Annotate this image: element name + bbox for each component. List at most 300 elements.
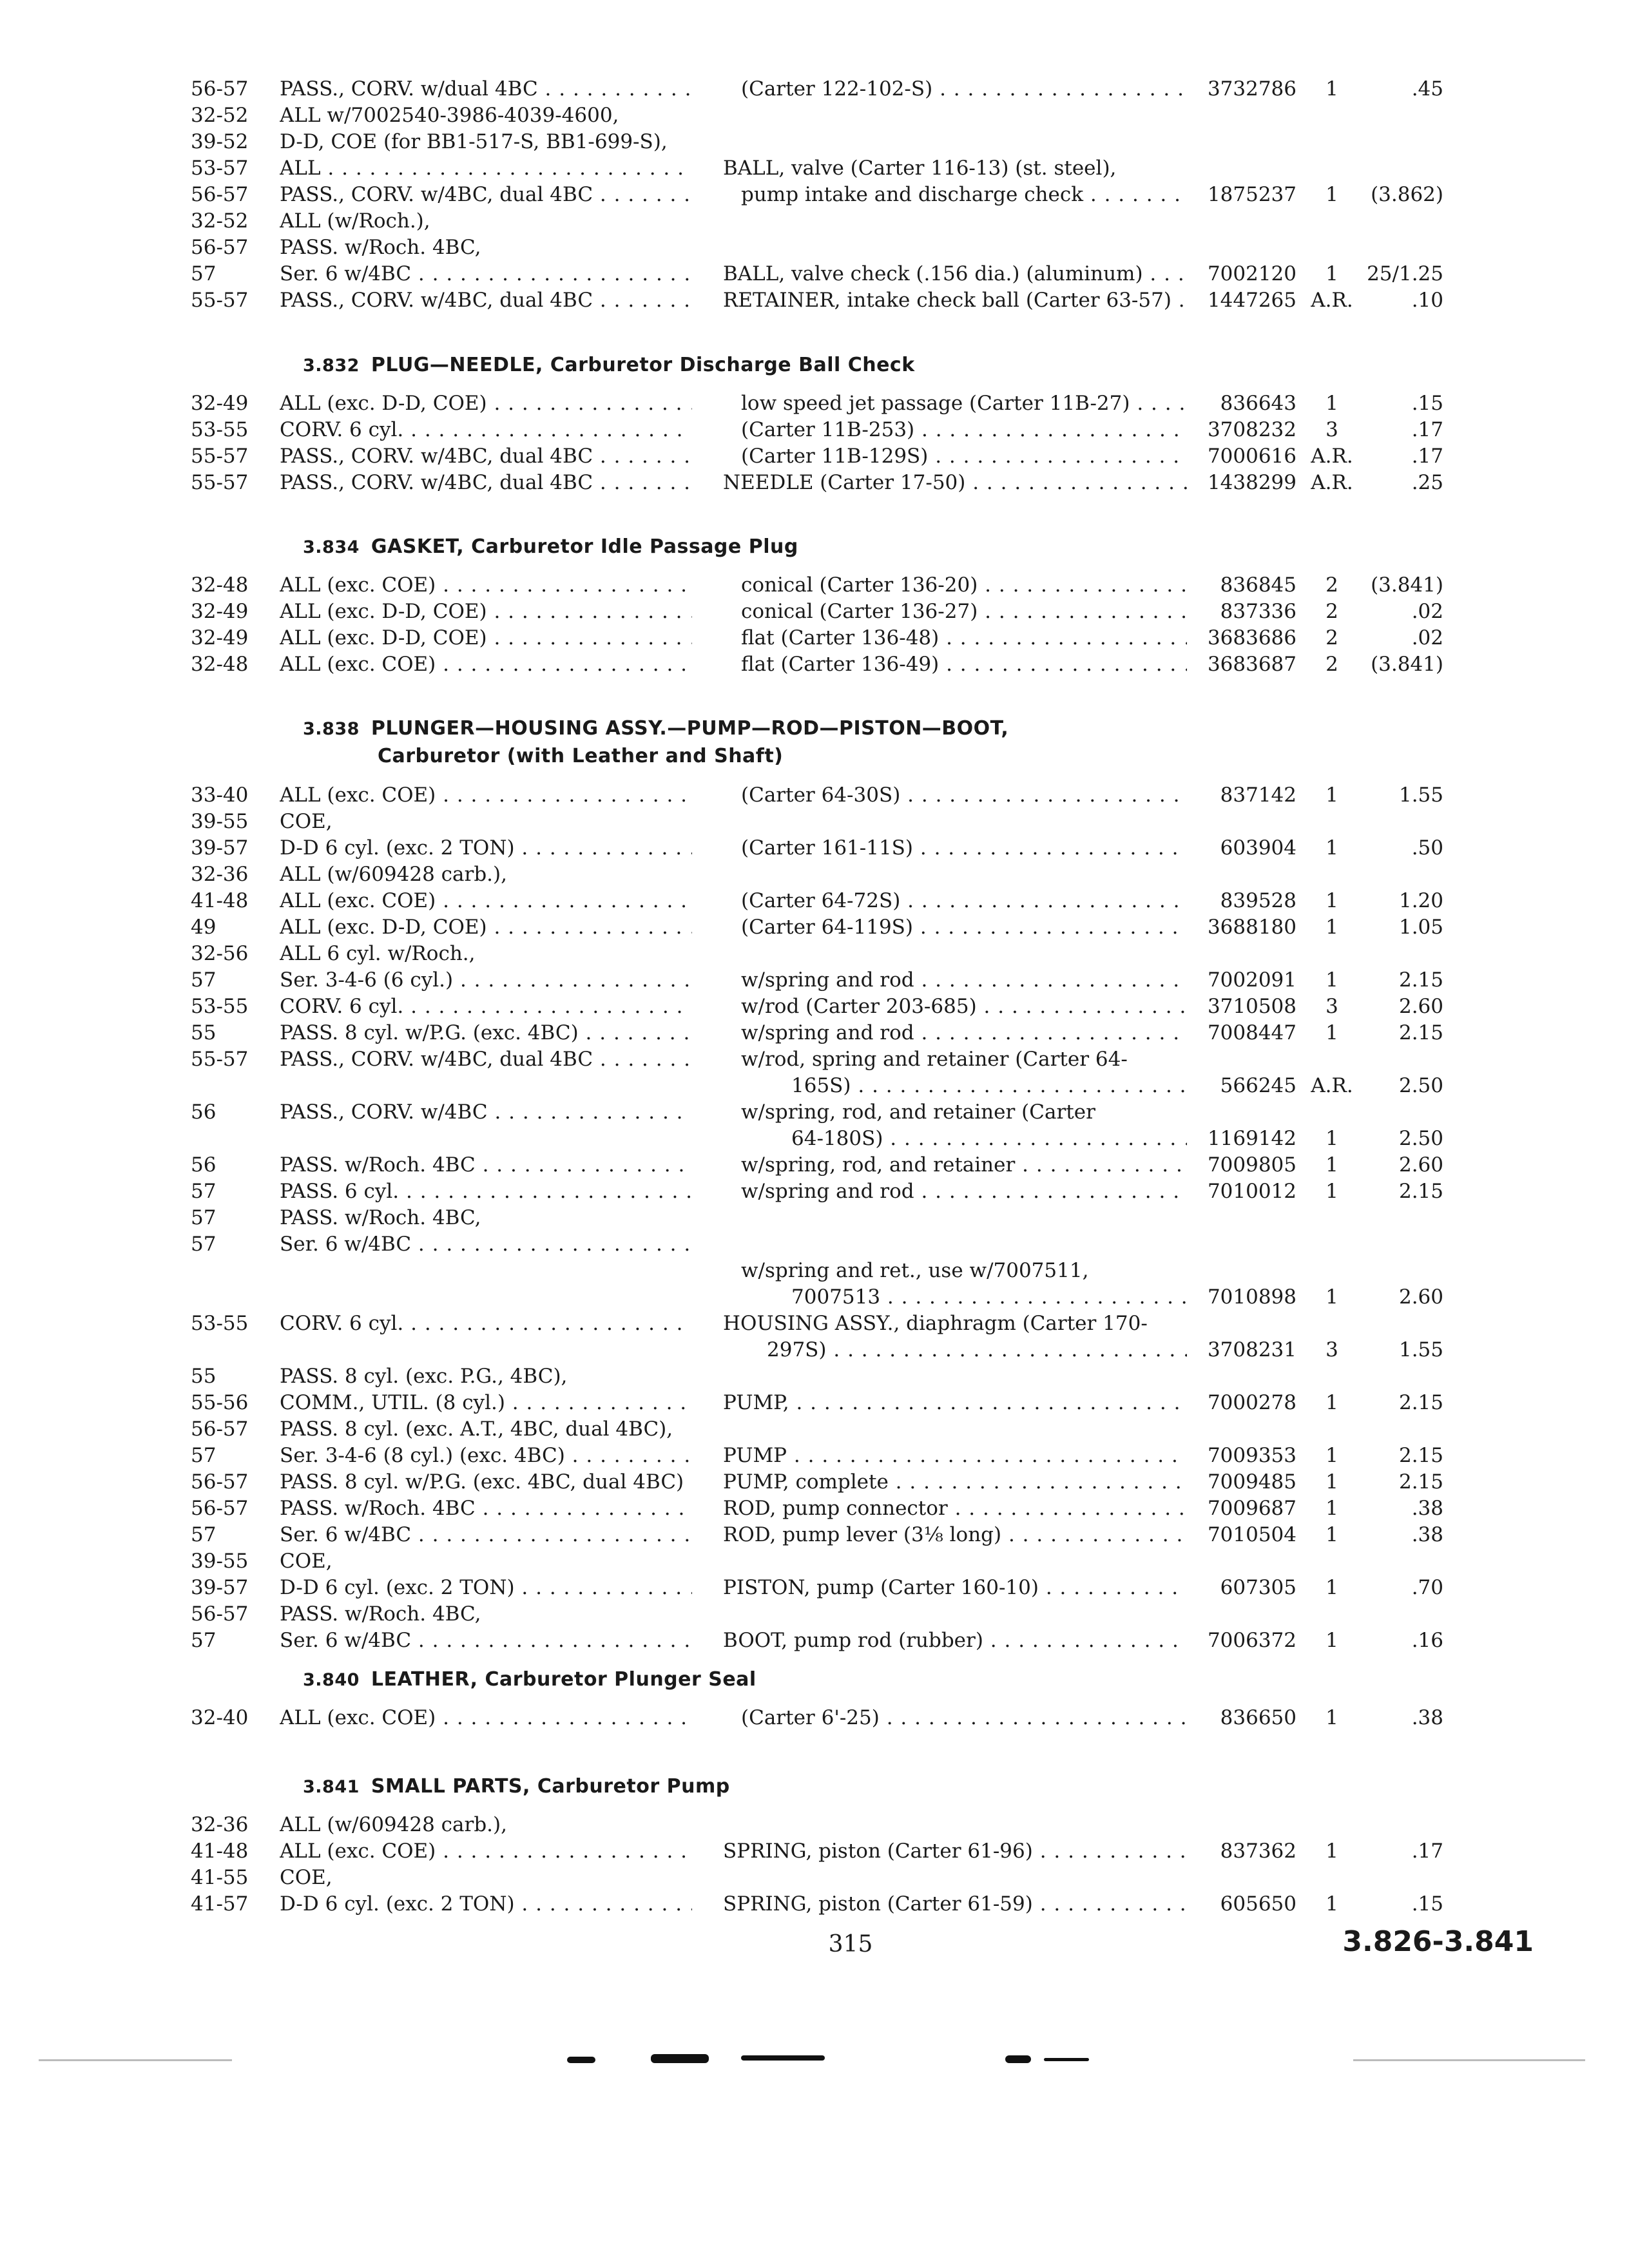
part-description: flat (Carter 136-48) . . .: [741, 625, 1187, 651]
part-description: (Carter 64-119S) . . .: [741, 914, 1187, 940]
part-description: [723, 1865, 1187, 1890]
model-years: 39-52: [191, 130, 249, 153]
vehicle-application: Ser. 6 w/4BC . . .: [280, 1522, 692, 1548]
part-number: [1196, 1231, 1296, 1257]
model-years: 32-56: [191, 942, 249, 965]
vehicle-application: PASS., CORV. w/4BC, dual 4BC . . .: [280, 182, 692, 207]
part-number: [1196, 235, 1296, 260]
parts-row: [0, 261, 1629, 287]
quantity: 1: [1325, 1576, 1338, 1599]
price: .15: [1411, 392, 1443, 415]
quantity: 1: [1325, 1523, 1338, 1546]
parts-row: [0, 1284, 1629, 1310]
price: .02: [1411, 626, 1443, 649]
part-number: 3688180: [1207, 916, 1296, 939]
price: 2.50: [1398, 1127, 1443, 1150]
parts-row: [0, 1363, 1629, 1389]
part-number: [1196, 155, 1296, 181]
quantity: 1: [1325, 1892, 1338, 1916]
vehicle-application: ALL (w/609428 carb.),: [280, 863, 507, 886]
price: [1360, 1363, 1443, 1389]
section-title: PLUG—NEEDLE, Carburetor Discharge Ball Check: [371, 354, 915, 376]
vehicle-application: ALL (exc. COE) . . .: [280, 782, 692, 808]
price: (3.841): [1371, 653, 1443, 676]
part-description: [723, 102, 1187, 128]
part-description: conical (Carter 136-20) . . .: [741, 572, 1187, 598]
part-description: [723, 1231, 1187, 1257]
parts-row: [0, 1152, 1629, 1178]
price: .50: [1411, 836, 1443, 860]
model-years: 55-57: [191, 289, 249, 312]
model-years: 57: [191, 1233, 217, 1256]
vehicle-application: ALL (exc. D-D, COE) . . .: [280, 599, 692, 624]
vehicle-application: ALL (exc. COE) . . .: [280, 1705, 692, 1731]
page-section-range: 3.826-3.841: [1342, 1925, 1534, 1958]
part-number: 7009485: [1207, 1470, 1296, 1494]
part-description: PISTON, pump (Carter 160-10) . . .: [723, 1575, 1187, 1600]
quantity: [1309, 1363, 1354, 1389]
vehicle-application: PASS. 8 cyl. (exc. A.T., 4BC, dual 4BC),: [280, 1418, 673, 1441]
part-number: [1196, 809, 1296, 834]
part-number: [1196, 1548, 1296, 1574]
vehicle-application: ALL (exc. COE) . . .: [280, 1838, 692, 1864]
part-description: low speed jet passage (Carter 11B-27) . . .: [741, 390, 1187, 416]
price: 25/1.25: [1367, 262, 1443, 285]
vehicle-application: CORV. 6 cyl. . . .: [280, 1311, 692, 1336]
quantity: [1309, 129, 1354, 155]
price: 1.05: [1398, 916, 1443, 939]
model-years: 56-57: [191, 1418, 249, 1441]
parts-row: [0, 1865, 1629, 1890]
quantity: 3: [1325, 995, 1338, 1018]
model-years: [191, 1284, 275, 1310]
price: [1360, 809, 1443, 834]
quantity: 1: [1325, 262, 1338, 285]
scan-artifact: [741, 2055, 825, 2061]
part-number: 7006372: [1207, 1629, 1296, 1652]
part-number: 3683686: [1207, 626, 1296, 649]
part-number: 1438299: [1207, 471, 1296, 494]
vehicle-application: Ser. 3-4-6 (8 cyl.) (exc. 4BC) . . .: [280, 1443, 692, 1468]
model-years: 39-57: [191, 836, 249, 860]
section-title: LEATHER, Carburetor Plunger Seal: [371, 1668, 757, 1691]
quantity: 1: [1325, 968, 1338, 992]
price: [1360, 1601, 1443, 1627]
quantity: 1: [1325, 783, 1338, 807]
part-description: (Carter 11B-129S) . . .: [741, 443, 1187, 469]
parts-row: [0, 1469, 1629, 1495]
model-years: 32-36: [191, 863, 249, 886]
parts-row: [0, 1258, 1629, 1283]
quantity: [1309, 102, 1354, 128]
parts-row: [0, 1575, 1629, 1600]
vehicle-application: ALL (w/609428 carb.),: [280, 1813, 507, 1836]
parts-row: [0, 443, 1629, 469]
parts-row: [0, 1548, 1629, 1574]
quantity: 1: [1325, 1629, 1338, 1652]
part-description: (Carter 122-102-S) . . .: [741, 76, 1187, 102]
part-number: 7002091: [1207, 968, 1296, 992]
part-number: [1196, 1812, 1296, 1838]
vehicle-application: PASS., CORV. w/4BC, dual 4BC . . .: [280, 443, 692, 469]
price: [1360, 1046, 1443, 1072]
quantity: 1: [1325, 1153, 1338, 1177]
quantity: [1309, 1416, 1354, 1442]
parts-row: [0, 1126, 1629, 1151]
parts-row: [0, 1522, 1629, 1548]
vehicle-application: ALL (w/Roch.),: [280, 209, 430, 233]
vehicle-application: [280, 1284, 692, 1310]
vehicle-application: CORV. 6 cyl. . . .: [280, 417, 692, 443]
parts-row: [0, 809, 1629, 834]
quantity: 1: [1325, 183, 1338, 206]
part-number: 7009805: [1207, 1153, 1296, 1177]
price: [1360, 208, 1443, 234]
model-years: 57: [191, 968, 217, 992]
price: (3.862): [1371, 183, 1443, 206]
parts-row: [0, 390, 1629, 416]
vehicle-application: PASS. w/Roch. 4BC,: [280, 1602, 481, 1626]
price: 2.60: [1398, 995, 1443, 1018]
model-years: 32-52: [191, 104, 249, 127]
vehicle-application: D-D 6 cyl. (exc. 2 TON) . . .: [280, 1575, 692, 1600]
model-years: 55-57: [191, 445, 249, 468]
price: [1360, 235, 1443, 260]
part-number: 1169142: [1207, 1127, 1296, 1150]
model-years: 32-36: [191, 1813, 249, 1836]
price: .45: [1411, 77, 1443, 101]
price: [1360, 1099, 1443, 1125]
scan-artifact: [39, 2059, 232, 2061]
vehicle-application: COE,: [280, 810, 333, 833]
price: [1360, 861, 1443, 887]
parts-row: [0, 1178, 1629, 1204]
quantity: [1309, 1258, 1354, 1283]
vehicle-application: [280, 1258, 692, 1283]
vehicle-application: D-D 6 cyl. (exc. 2 TON) . . .: [280, 1891, 692, 1917]
vehicle-application: ALL . . .: [280, 155, 692, 181]
price: [1360, 1812, 1443, 1838]
model-years: 57: [191, 262, 217, 285]
model-years: 53-55: [191, 1312, 249, 1335]
part-description: SPRING, piston (Carter 61-96) . . .: [723, 1838, 1187, 1864]
price: [1360, 1416, 1443, 1442]
part-description: [723, 861, 1187, 887]
vehicle-application: [280, 1073, 692, 1099]
model-years: [191, 1337, 275, 1363]
parts-row: [0, 155, 1629, 181]
price: [1360, 1205, 1443, 1231]
part-description: conical (Carter 136-27) . . .: [741, 599, 1187, 624]
quantity: 1: [1325, 1285, 1338, 1309]
part-description: BALL, valve check (.156 dia.) (aluminum) . . .: [723, 261, 1187, 287]
vehicle-application: PASS. 8 cyl. w/P.G. (exc. 4BC, dual 4BC): [280, 1470, 684, 1494]
parts-row: [0, 888, 1629, 914]
vehicle-application: Ser. 3-4-6 (6 cyl.) . . .: [280, 967, 692, 993]
quantity: [1309, 235, 1354, 260]
part-description: PUMP, complete . . .: [723, 1469, 1187, 1495]
parts-row: [0, 287, 1629, 313]
quantity: 2: [1325, 626, 1338, 649]
model-years: 32-49: [191, 392, 249, 415]
vehicle-application: PASS., CORV. w/4BC, dual 4BC . . .: [280, 287, 692, 313]
part-number: [1196, 1205, 1296, 1231]
scan-artifact: [1005, 2055, 1031, 2063]
parts-row: [0, 129, 1629, 155]
vehicle-application: [280, 1337, 692, 1363]
section-heading: [303, 715, 1398, 770]
part-number: 837336: [1220, 600, 1296, 623]
part-number: [1196, 208, 1296, 234]
quantity: 1: [1325, 1021, 1338, 1044]
part-description: w/spring, rod, and retainer (Carter: [741, 1100, 1095, 1124]
quantity: [1309, 1231, 1354, 1257]
part-description: (Carter 11B-253) . . .: [741, 417, 1187, 443]
part-number: [1196, 1601, 1296, 1627]
part-number: [1196, 1363, 1296, 1389]
vehicle-application: PASS. 6 cyl. . . .: [280, 1178, 692, 1204]
part-description: w/spring, rod, and retainer . . .: [741, 1152, 1187, 1178]
part-description: [723, 941, 1187, 966]
part-number: [1196, 102, 1296, 128]
price: [1360, 129, 1443, 155]
model-years: 57: [191, 1629, 217, 1652]
part-number: 3708231: [1207, 1338, 1296, 1361]
price: .17: [1411, 445, 1443, 468]
price: 2.15: [1398, 1180, 1443, 1203]
price: .38: [1411, 1706, 1443, 1729]
part-number: [1196, 1865, 1296, 1890]
price: [1360, 1311, 1443, 1336]
part-description: HOUSING ASSY., diaphragm (Carter 170-: [723, 1312, 1148, 1335]
model-years: 56-57: [191, 1470, 249, 1494]
part-description: ROD, pump connector . . .: [723, 1495, 1187, 1521]
part-number: 836845: [1220, 573, 1296, 597]
quantity: [1309, 1812, 1354, 1838]
price: 2.15: [1398, 1021, 1443, 1044]
model-years: 57: [191, 1180, 217, 1203]
price: [1360, 102, 1443, 128]
price: 2.60: [1398, 1285, 1443, 1309]
parts-row: [0, 651, 1629, 677]
quantity: 1: [1325, 1127, 1338, 1150]
quantity: [1309, 1205, 1354, 1231]
vehicle-application: PASS., CORV. w/4BC . . .: [280, 1099, 692, 1125]
model-years: 56-57: [191, 1497, 249, 1520]
part-description: w/spring and ret., use w/7007511,: [741, 1259, 1089, 1282]
model-years: 32-48: [191, 573, 249, 597]
part-description: RETAINER, intake check ball (Carter 63-57) . . .: [723, 287, 1187, 313]
vehicle-application: Ser. 6 w/4BC . . .: [280, 1628, 692, 1653]
model-years: 41-55: [191, 1866, 249, 1889]
parts-row: [0, 941, 1629, 966]
parts-row: [0, 782, 1629, 808]
quantity: 1: [1325, 1391, 1338, 1414]
page-number: 315: [828, 1931, 873, 1957]
quantity: 2: [1325, 653, 1338, 676]
parts-row: [0, 1628, 1629, 1653]
model-years: 56-57: [191, 236, 249, 259]
parts-row: [0, 1337, 1629, 1363]
parts-row: [0, 208, 1629, 234]
quantity: [1309, 1099, 1354, 1125]
part-description: PUMP, . . .: [723, 1390, 1187, 1416]
model-years: 53-55: [191, 418, 249, 441]
model-years: 57: [191, 1206, 217, 1229]
quantity: 1: [1325, 889, 1338, 912]
model-years: 55: [191, 1021, 217, 1044]
model-years: 41-48: [191, 1840, 249, 1863]
part-description: [723, 1548, 1187, 1574]
quantity: [1309, 1601, 1354, 1627]
section-heading: [303, 533, 1398, 561]
part-number: [1196, 1046, 1296, 1072]
part-number: 7010012: [1207, 1180, 1296, 1203]
model-years: 55-56: [191, 1391, 249, 1414]
part-number: 7008447: [1207, 1021, 1296, 1044]
model-years: 57: [191, 1523, 217, 1546]
price: .02: [1411, 600, 1443, 623]
quantity: [1309, 1548, 1354, 1574]
quantity: 3: [1325, 418, 1338, 441]
part-description: w/spring and rod . . .: [741, 967, 1187, 993]
part-number: 7009353: [1207, 1444, 1296, 1467]
part-number: 1875237: [1207, 183, 1296, 206]
quantity: 1: [1325, 1470, 1338, 1494]
price: [1360, 1865, 1443, 1890]
vehicle-application: COMM., UTIL. (8 cyl.) . . .: [280, 1390, 692, 1416]
section-number: 3.841: [303, 1777, 360, 1797]
scan-artifact: [567, 2057, 595, 2063]
part-number: 3683687: [1207, 653, 1296, 676]
part-number: 607305: [1220, 1576, 1296, 1599]
section-number: 3.832: [303, 356, 360, 376]
price: 2.15: [1398, 968, 1443, 992]
vehicle-application: ALL (exc. D-D, COE) . . .: [280, 914, 692, 940]
parts-row: [0, 994, 1629, 1019]
section-subtitle: Carburetor (with Leather and Shaft): [378, 745, 784, 767]
section-title: SMALL PARTS, Carburetor Pump: [371, 1775, 730, 1798]
quantity: [1309, 941, 1354, 966]
part-description: w/spring and rod . . .: [741, 1020, 1187, 1046]
quantity: 2: [1325, 573, 1338, 597]
section-heading: [303, 1773, 1398, 1801]
model-years: 55-57: [191, 471, 249, 494]
part-number: 7000278: [1207, 1391, 1296, 1414]
quantity: [1309, 861, 1354, 887]
vehicle-application: COE,: [280, 1550, 333, 1573]
price: .25: [1411, 471, 1443, 494]
parts-row: [0, 1046, 1629, 1072]
model-years: 32-49: [191, 626, 249, 649]
quantity: A.R.: [1311, 1074, 1353, 1097]
price: [1360, 941, 1443, 966]
part-description: (Carter 64-30S) . . .: [741, 782, 1187, 808]
parts-row: [0, 572, 1629, 598]
vehicle-application: Ser. 6 w/4BC . . .: [280, 1231, 692, 1257]
price: .10: [1411, 289, 1443, 312]
vehicle-application: ALL (exc. COE) . . .: [280, 651, 692, 677]
part-number: [1196, 1311, 1296, 1336]
price: .38: [1411, 1523, 1443, 1546]
part-description: ROD, pump lever (3⅛ long) . . .: [723, 1522, 1187, 1548]
price: 1.55: [1398, 783, 1443, 807]
price: [1360, 1548, 1443, 1574]
price: [1360, 1258, 1443, 1283]
part-description: [723, 1601, 1187, 1627]
part-description: w/rod, spring and retainer (Carter 64-: [741, 1048, 1128, 1071]
part-number: [1196, 1416, 1296, 1442]
part-number: [1196, 861, 1296, 887]
model-years: 55-57: [191, 1048, 249, 1071]
model-years: 57: [191, 1444, 217, 1467]
part-number: [1196, 1258, 1296, 1283]
vehicle-application: PASS. w/Roch. 4BC . . .: [280, 1152, 692, 1178]
vehicle-application: ALL (exc. COE) . . .: [280, 888, 692, 914]
price: (3.841): [1371, 573, 1443, 597]
part-number: [1196, 941, 1296, 966]
model-years: 33-40: [191, 783, 249, 807]
section-title: PLUNGER—HOUSING ASSY.—PUMP—ROD—PISTON—BOOT,: [371, 717, 1009, 740]
part-number: [1196, 129, 1296, 155]
part-description: [723, 129, 1187, 155]
model-years: 39-55: [191, 810, 249, 833]
vehicle-application: D-D, COE (for BB1-517-S, BB1-699-S),: [280, 130, 668, 153]
part-description: 64-180S) . . .: [791, 1126, 1187, 1151]
part-description: (Carter 6'-25) . . .: [741, 1705, 1187, 1731]
part-description: [723, 235, 1187, 260]
parts-row: [0, 1390, 1629, 1416]
vehicle-application: COE,: [280, 1866, 333, 1889]
parts-row: [0, 1601, 1629, 1627]
parts-row: [0, 1891, 1629, 1917]
quantity: [1309, 155, 1354, 181]
part-description: BOOT, pump rod (rubber) . . .: [723, 1628, 1187, 1653]
part-description: [723, 1363, 1187, 1389]
parts-row: [0, 1443, 1629, 1468]
price: [1360, 1231, 1443, 1257]
quantity: 1: [1325, 1444, 1338, 1467]
price: 2.15: [1398, 1470, 1443, 1494]
model-years: 32-49: [191, 600, 249, 623]
part-description: pump intake and discharge check . . .: [741, 182, 1187, 207]
model-years: 32-40: [191, 1706, 249, 1729]
part-number: 7010504: [1207, 1523, 1296, 1546]
model-years: 55: [191, 1365, 217, 1388]
vehicle-application: ALL w/7002540-3986-4039-4600,: [280, 104, 619, 127]
quantity: [1309, 208, 1354, 234]
part-number: 1447265: [1207, 289, 1296, 312]
model-years: [191, 1126, 275, 1151]
parts-row: [0, 1073, 1629, 1099]
quantity: 3: [1325, 1338, 1338, 1361]
section-title: GASKET, Carburetor Idle Passage Plug: [371, 535, 798, 558]
part-description: PUMP . . .: [723, 1443, 1187, 1468]
price: 2.15: [1398, 1391, 1443, 1414]
vehicle-application: PASS. 8 cyl. (exc. P.G., 4BC),: [280, 1365, 568, 1388]
price: 1.20: [1398, 889, 1443, 912]
price: 2.60: [1398, 1153, 1443, 1177]
price: .17: [1411, 1840, 1443, 1863]
model-years: 56: [191, 1153, 217, 1177]
part-description: [723, 1205, 1187, 1231]
price: [1360, 155, 1443, 181]
parts-row: [0, 417, 1629, 443]
parts-row: [0, 1231, 1629, 1257]
section-number: 3.834: [303, 537, 360, 557]
model-years: 56-57: [191, 1602, 249, 1626]
part-description: [723, 1416, 1187, 1442]
